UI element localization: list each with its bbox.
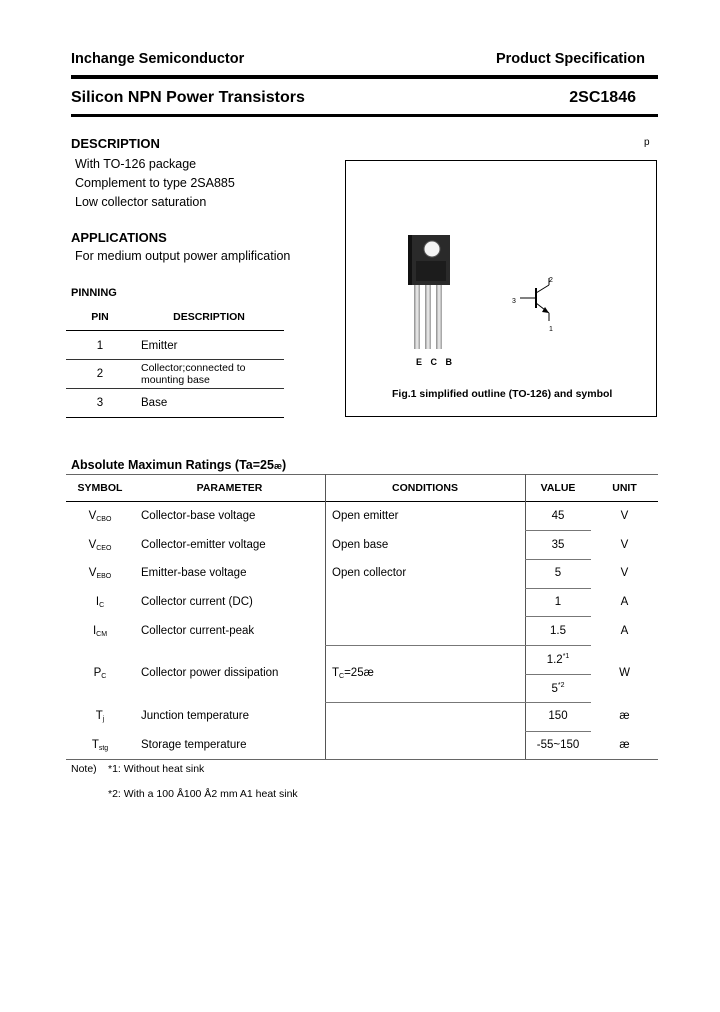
pinning-row-divider [66,388,284,389]
applications-heading: APPLICATIONS [71,230,167,245]
rating-value: 150 [548,710,568,722]
pinning-col-pin: PIN [91,311,109,323]
company-name: Inchange Semiconductor [71,51,245,67]
col-header-conditions: CONDITIONS [392,482,458,494]
col-header-symbol: SYMBOL [77,482,123,494]
note-1: *1: Without heat sink [108,763,205,775]
figure-caption: Fig.1 simplified outline (TO-126) and symbol [392,388,613,400]
ratings-row-divider [525,731,591,732]
pin-description: Collector;connected to mounting base [141,362,246,386]
rating-value: 1.5 [550,625,566,637]
figure-box [345,160,657,417]
description-item: Low collector saturation [75,195,207,209]
rating-unit: A [620,596,629,608]
description-item: With TO-126 package [75,157,197,171]
ratings-row-divider [525,530,591,531]
description-heading: DESCRIPTION [71,136,160,151]
rating-parameter: Storage temperature [141,739,247,751]
rating-condition: Open collector [332,567,407,579]
rating-condition: $T_C=25æ$ [332,667,374,680]
rating-unit: V [620,567,629,579]
header-rule-bottom [71,114,658,117]
rating-symbol: $V_{CBO}$ [88,510,112,523]
pin-description: Emitter [141,340,178,352]
description-item: Complement to type 2SA885 [75,176,235,190]
rating-symbol: $P_C$ [93,667,107,680]
ratings-row-divider [525,588,591,589]
rating-value: -55~150 [536,739,580,751]
pinning-heading: PINNING [71,287,117,299]
pin-number: 1 [96,340,104,352]
rating-value: 1.2$^{*1}$ [546,653,570,666]
header-rule-top [71,75,658,79]
col-header-parameter: PARAMETER [196,482,263,494]
symbol-pin-emitter: 1 [549,326,553,333]
rating-unit: æ [619,739,630,751]
col-header-unit: UNIT [612,482,637,494]
rating-unit: æ [619,710,630,722]
rating-unit: V [620,510,629,522]
ratings-rule-bottom [66,759,658,760]
package-pin-labels: E C B [416,357,456,367]
rating-parameter: Collector current-peak [141,625,255,637]
note-label: Note) [71,763,97,775]
pin-description: Base [141,397,168,409]
symbol-pin-collector: 2 [549,277,553,284]
description-list [71,155,235,212]
rating-parameter: Collector current (DC) [141,596,253,608]
product-line: Silicon NPN Power Transistors [71,89,305,106]
rating-symbol: $I_{CM}$ [92,625,108,638]
rating-value: 35 [551,539,565,551]
ratings-column-divider [325,474,326,759]
rating-symbol: $I_C$ [95,596,105,609]
document-type: Product Specification [495,51,645,67]
rating-symbol: $V_{CEO}$ [88,539,112,552]
rating-parameter: Collector power dissipation [141,667,279,679]
rating-symbol: $T_j$ [95,710,105,723]
rating-value: 5$^{*2}$ [551,682,565,695]
pinning-row-divider [66,359,284,360]
ratings-row-divider [525,674,591,675]
pin-number: 2 [96,368,104,380]
ratings-row-divider [325,645,591,646]
pinning-rule [66,330,284,331]
rating-symbol: $V_{EBO}$ [88,567,112,580]
rating-parameter: Junction temperature [141,710,250,722]
rating-value: 1 [554,596,562,608]
ratings-heading: Absolute Maximun Ratings (Ta=25æ) [71,458,287,472]
rating-parameter: Collector-base voltage [141,510,256,522]
col-header-value: VALUE [540,482,576,494]
pin-number: 3 [96,397,104,409]
rating-unit: V [620,539,629,551]
rating-unit: A [620,625,629,637]
ratings-rule-header [66,501,658,502]
ratings-rule-top [66,474,658,475]
symbol-pin-base: 3 [512,298,516,305]
ratings-row-divider [325,702,591,703]
rating-value: 45 [551,510,565,522]
note-2: *2: With a 100 Å100 Å2 mm A1 heat sink [108,788,298,800]
rating-symbol: $T_{stg}$ [91,739,109,752]
rating-parameter: Collector-emitter voltage [141,539,266,551]
pinning-col-description: DESCRIPTION [173,311,245,323]
rating-condition: Open base [332,539,389,551]
rating-condition: Open emitter [332,510,399,522]
to126-package-image [346,161,656,416]
applications-item: For medium output power amplification [75,249,291,263]
rating-value: 5 [554,567,562,579]
ratings-row-divider [525,616,591,617]
pinning-rule [66,417,284,418]
ratings-row-divider [525,559,591,560]
part-number: 2SC1846 [569,89,636,106]
rating-parameter: Emitter-base voltage [141,567,247,579]
rating-unit: W [619,667,630,679]
corner-mark: p [644,137,650,148]
